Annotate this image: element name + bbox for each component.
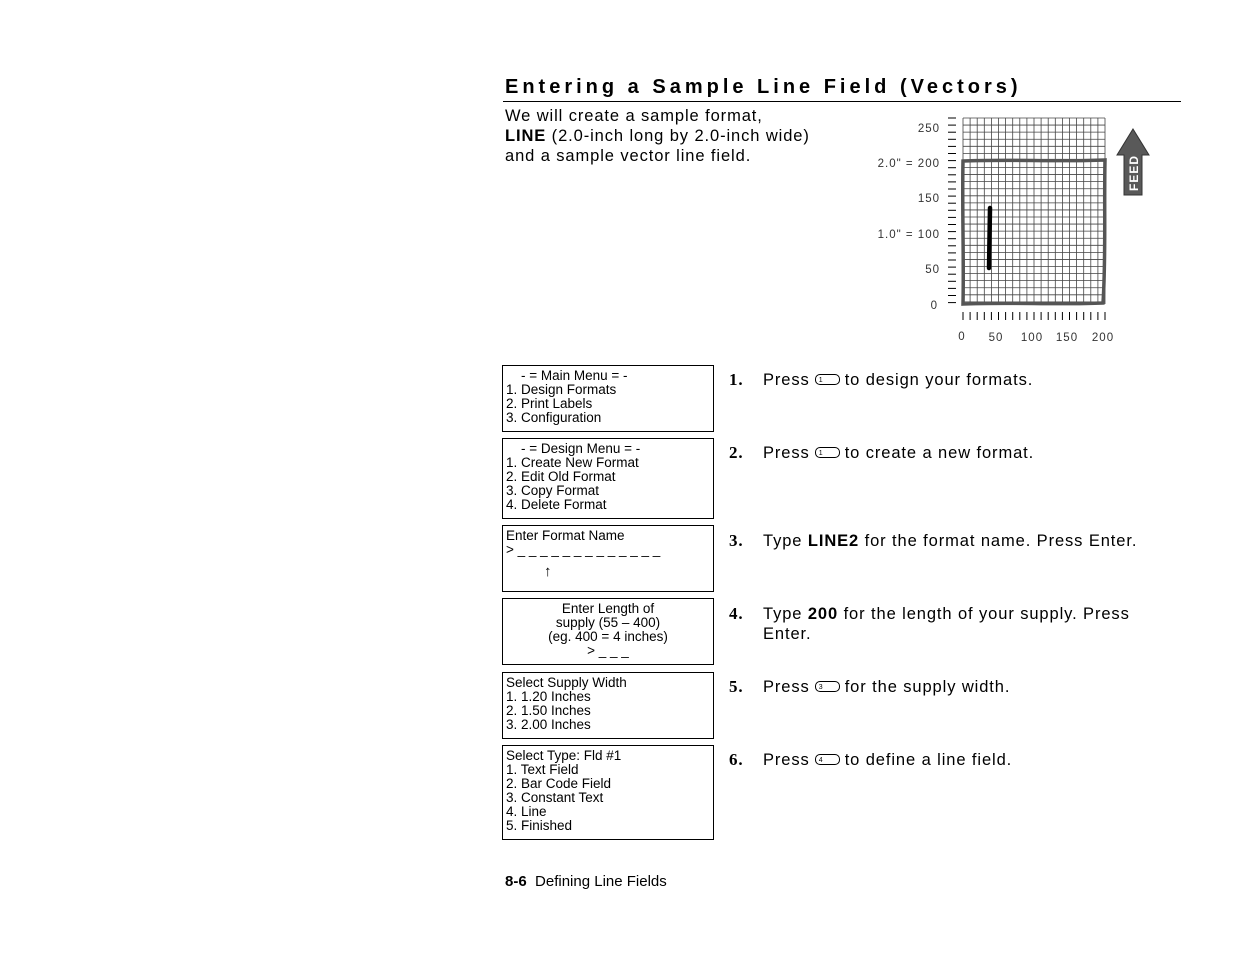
lcd-line: 3. Copy Format [506,483,600,498]
lcd-line: 2. Edit Old Format [506,469,616,484]
lcd-line: 3. Configuration [506,410,602,425]
lcd-line: 4. Delete Format [506,497,607,512]
lcd-line: - = Design Menu = - [506,441,641,456]
lcd-line: 2. Print Labels [506,396,593,411]
step-text [763,750,1179,770]
lcd-line: Select Supply Width [506,675,627,690]
intro-paragraph [505,106,845,166]
x-tick-label: 50 [988,332,1004,344]
lcd-line: 3. Constant Text [506,790,604,805]
lcd-line: > _ _ _ _ _ _ _ _ _ _ _ _ _ [506,542,661,557]
section-heading: Entering a Sample Line Field (Vectors) [505,76,1022,98]
intro-post: (2.0-inch long by 2.0-inch wide) and a sample vector line field. [505,127,810,165]
y-tick-label: 2.0" = 200 [877,158,940,170]
lcd-line: 1. Text Field [506,762,579,777]
step-number: 5. [729,677,744,696]
y-tick-label: 150 [917,193,940,205]
lcd-line: 2. 1.50 Inches [506,703,591,718]
keypad-key-icon: 1 [815,374,840,385]
lcd-line: 4. Line [506,804,547,819]
step-4 [729,604,1179,644]
footer-title: Defining Line Fields [535,873,667,890]
step-text [763,531,1179,551]
step-bold: LINE2 [807,532,860,550]
step-pre: Press [763,444,810,462]
keypad-key-icon: 1 [815,447,840,458]
step-pre: Type [763,605,808,623]
lcd-line: 3. 2.00 Inches [506,717,591,732]
lcd-line: 5. Finished [506,818,573,833]
y-axis-ticks [948,118,956,303]
lcd-line: > _ _ _ [587,643,629,658]
heading-rule [503,101,1181,102]
step-post: for the format name. Press Enter. [859,532,1138,550]
lcd-line: supply (55 – 400) [555,615,661,630]
lcd-line: 1. Create New Format [506,455,639,470]
lcd-line: Enter Length of [561,601,655,616]
step-post: to design your formats. [844,371,1034,389]
lcd-line: 1. Design Formats [506,382,617,397]
x-tick-label: 200 [1091,332,1115,344]
lcd-design-menu [502,438,714,519]
step-post: for the supply width. [844,678,1011,696]
feed-label: FEED [1127,154,1141,191]
step-6 [729,750,1179,770]
x-tick-label: 150 [1055,332,1079,344]
page-footer [505,873,667,890]
step-number: 6. [729,750,744,769]
step-bold: 200 [807,605,839,623]
step-pre: Press [763,751,810,769]
y-tick-label: 0 [930,300,938,312]
step-post: to define a line field. [844,751,1013,769]
lcd-line: Enter Format Name [506,528,625,543]
step-1 [729,370,1179,390]
step-5 [729,677,1179,697]
step-number: 1. [729,370,744,389]
step-post: to create a new format. [844,444,1035,462]
lcd-supply-length [502,598,714,665]
y-tick-label: 250 [917,123,940,135]
x-tick-label: 0 [958,331,966,343]
step-number: 4. [729,604,744,623]
lcd-main-menu [502,365,714,432]
lcd-line: 1. 1.20 Inches [506,689,591,704]
step-pre: Type [763,532,808,550]
step-number: 2. [729,443,744,462]
step-2 [729,443,1179,463]
intro-pre: We will create a sample format, [505,107,763,125]
step-number: 3. [729,531,744,550]
step-text [763,443,1179,463]
y-tick-label: 1.0" = 100 [877,229,940,241]
cursor-arrow-icon: ↑ [544,563,552,580]
step-3 [729,531,1179,551]
lcd-line: 2. Bar Code Field [506,776,612,791]
grid-lines [963,118,1105,304]
keypad-key-icon: 4 [815,754,840,765]
step-pre: Press [763,371,810,389]
lcd-line: - = Main Menu = - [506,368,628,383]
lcd-select-type [502,745,714,840]
step-post: for the length of your supply. Press Enter. [763,605,1130,643]
step-pre: Press [763,678,810,696]
lcd-supply-width [502,672,714,739]
lcd-format-name [502,525,714,592]
sample-line-stroke [989,208,990,268]
lcd-line: Select Type: Fld #1 [506,748,622,763]
step-text [763,370,1179,390]
step-text [763,677,1179,697]
intro-format-name: LINE [505,127,547,145]
x-tick-label: 100 [1020,332,1044,344]
lcd-line: (eg. 400 = 4 inches) [548,629,668,644]
y-tick-label: 50 [925,264,940,276]
step-text [763,604,1179,644]
page-number: 8-6 [505,873,527,890]
x-axis-ticks [963,312,1105,320]
keypad-key-icon: 3 [815,681,840,692]
label-grid-figure [868,108,1158,348]
